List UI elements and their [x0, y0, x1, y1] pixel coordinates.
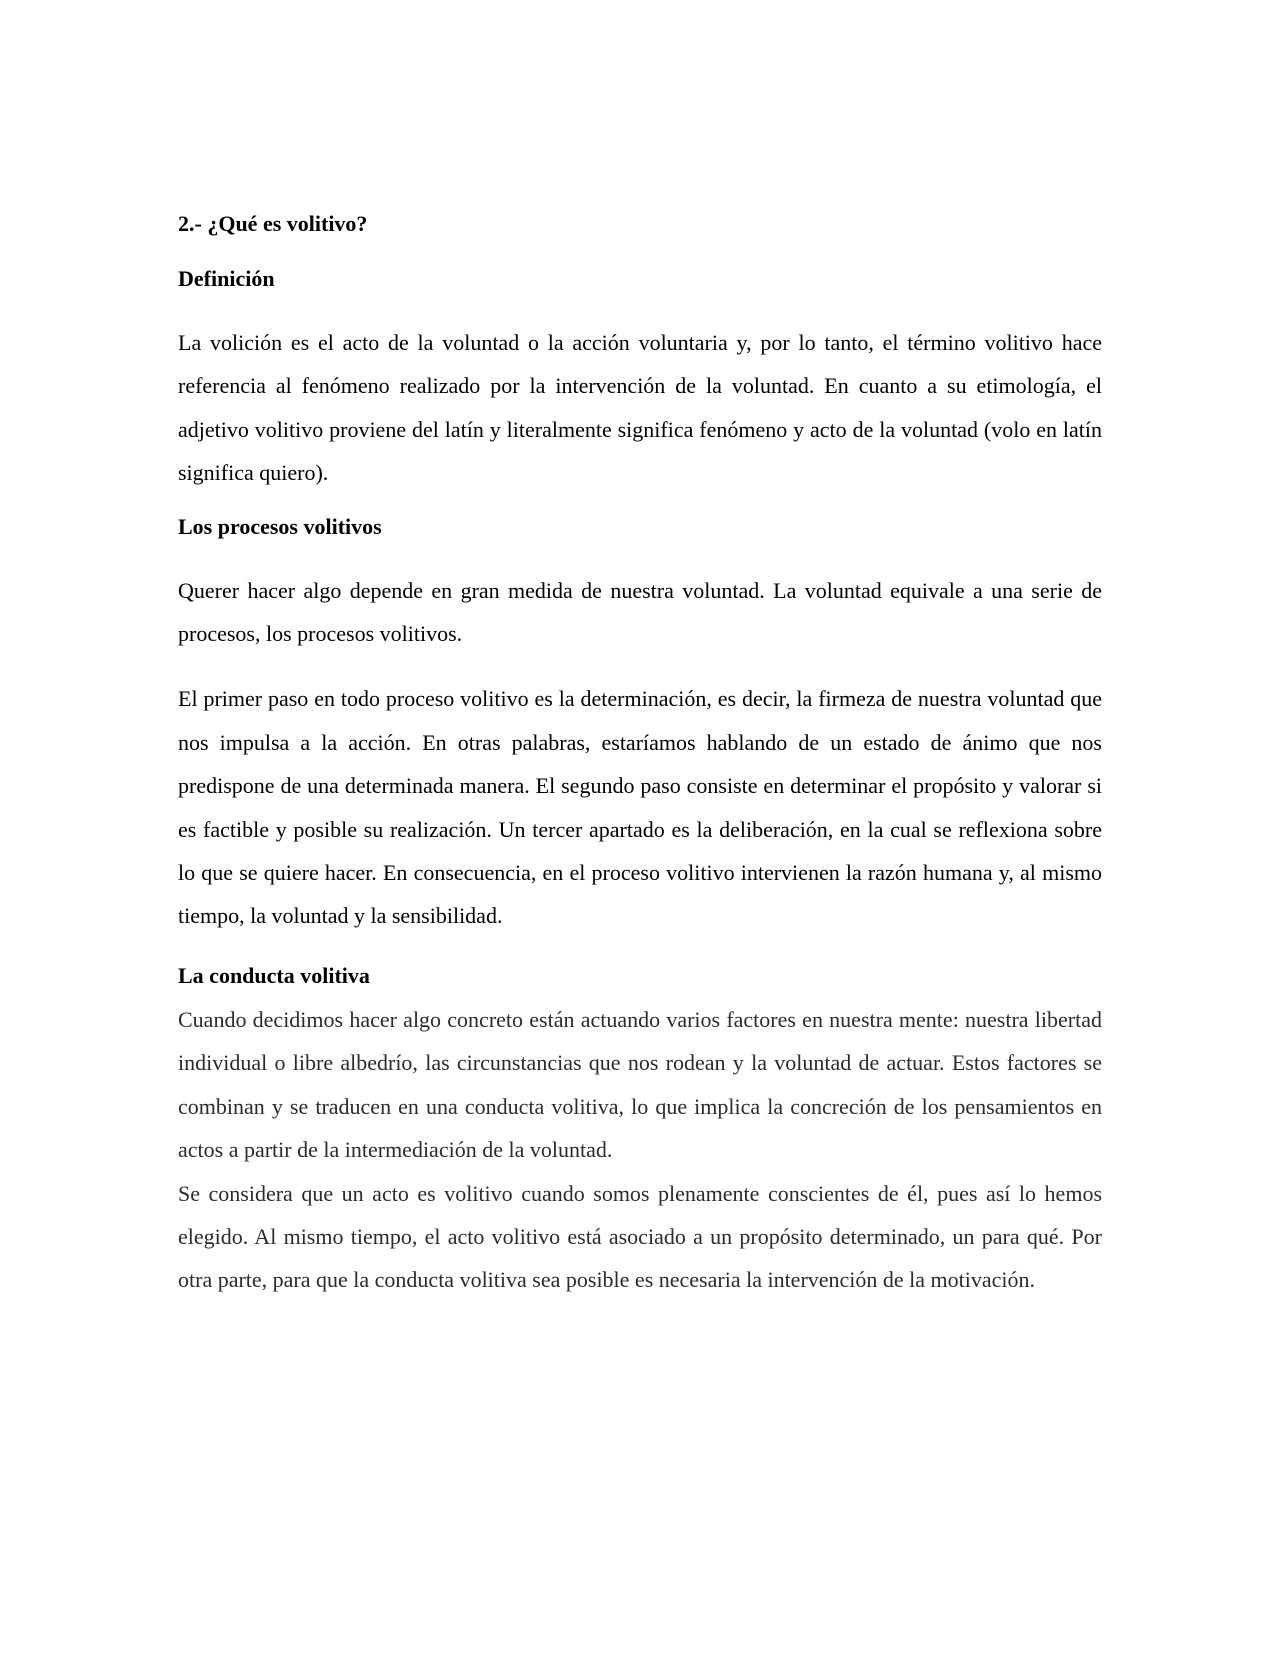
heading-conducta-volitiva: La conducta volitiva: [178, 962, 370, 988]
paragraph-conducta-acto: Se considera que un acto es volitivo cuando somos plenamente conscientes de él, pues así lo hemos elegido. Al mismo tiempo, el acto volitivo está asociado a un propósito determinado, un para qué. Por otra parte, para que la conducta volitiva sea posible es necesaria la intervención de la motivación.: [178, 1180, 1102, 1293]
document-body: [178, 196, 1102, 1302]
paragraph-procesos-pasos: El primer paso en todo proceso volitivo es la determinación, es decir, la firmeza de nuestra voluntad que nos impulsa a la acción. En otras palabras, estaríamos hablando de un estado de ánimo que nos predispone de una determinada manera. El segundo paso consiste en determinar el propósito y valorar si es factible y posible su realización. Un tercer apartado es la deliberación, en la cual se reflexiona sobre lo que se quiere hacer. En consecuencia, en el proceso volitivo intervienen la razón humana y, al mismo tiempo, la voluntad y la sensibilidad.: [178, 686, 1102, 929]
section-title: 2.- ¿Qué es volitivo?: [178, 211, 368, 236]
heading-procesos-volitivos: Los procesos volitivos: [178, 513, 382, 539]
paragraph-conducta-factores: Cuando decidimos hacer algo concreto están actuando varios factores en nuestra mente: nuestra libertad individual o libre albedrío, las circunstancias que nos rodean y la voluntad de actuar. Estos factores se combinan y se traducen en una conducta volitiva, lo que implica la concreción de los pensamientos en actos a partir de la intermediación de la voluntad.: [178, 1006, 1102, 1163]
heading-definicion: Definición: [178, 266, 275, 291]
paragraph-procesos-intro: Querer hacer algo depende en gran medida de nuestra voluntad. La voluntad equivale a una serie de procesos, los procesos volitivos.: [178, 577, 1102, 647]
paragraph-definicion: La volición es el acto de la voluntad o la acción voluntaria y, por lo tanto, el término volitivo hace referencia al fenómeno realizado por la intervención de la voluntad. En cuanto a su etimología, el adjetivo volitivo proviene del latín y literalmente significa fenómeno y acto de la voluntad (volo en latín significa quiero).: [178, 330, 1102, 486]
